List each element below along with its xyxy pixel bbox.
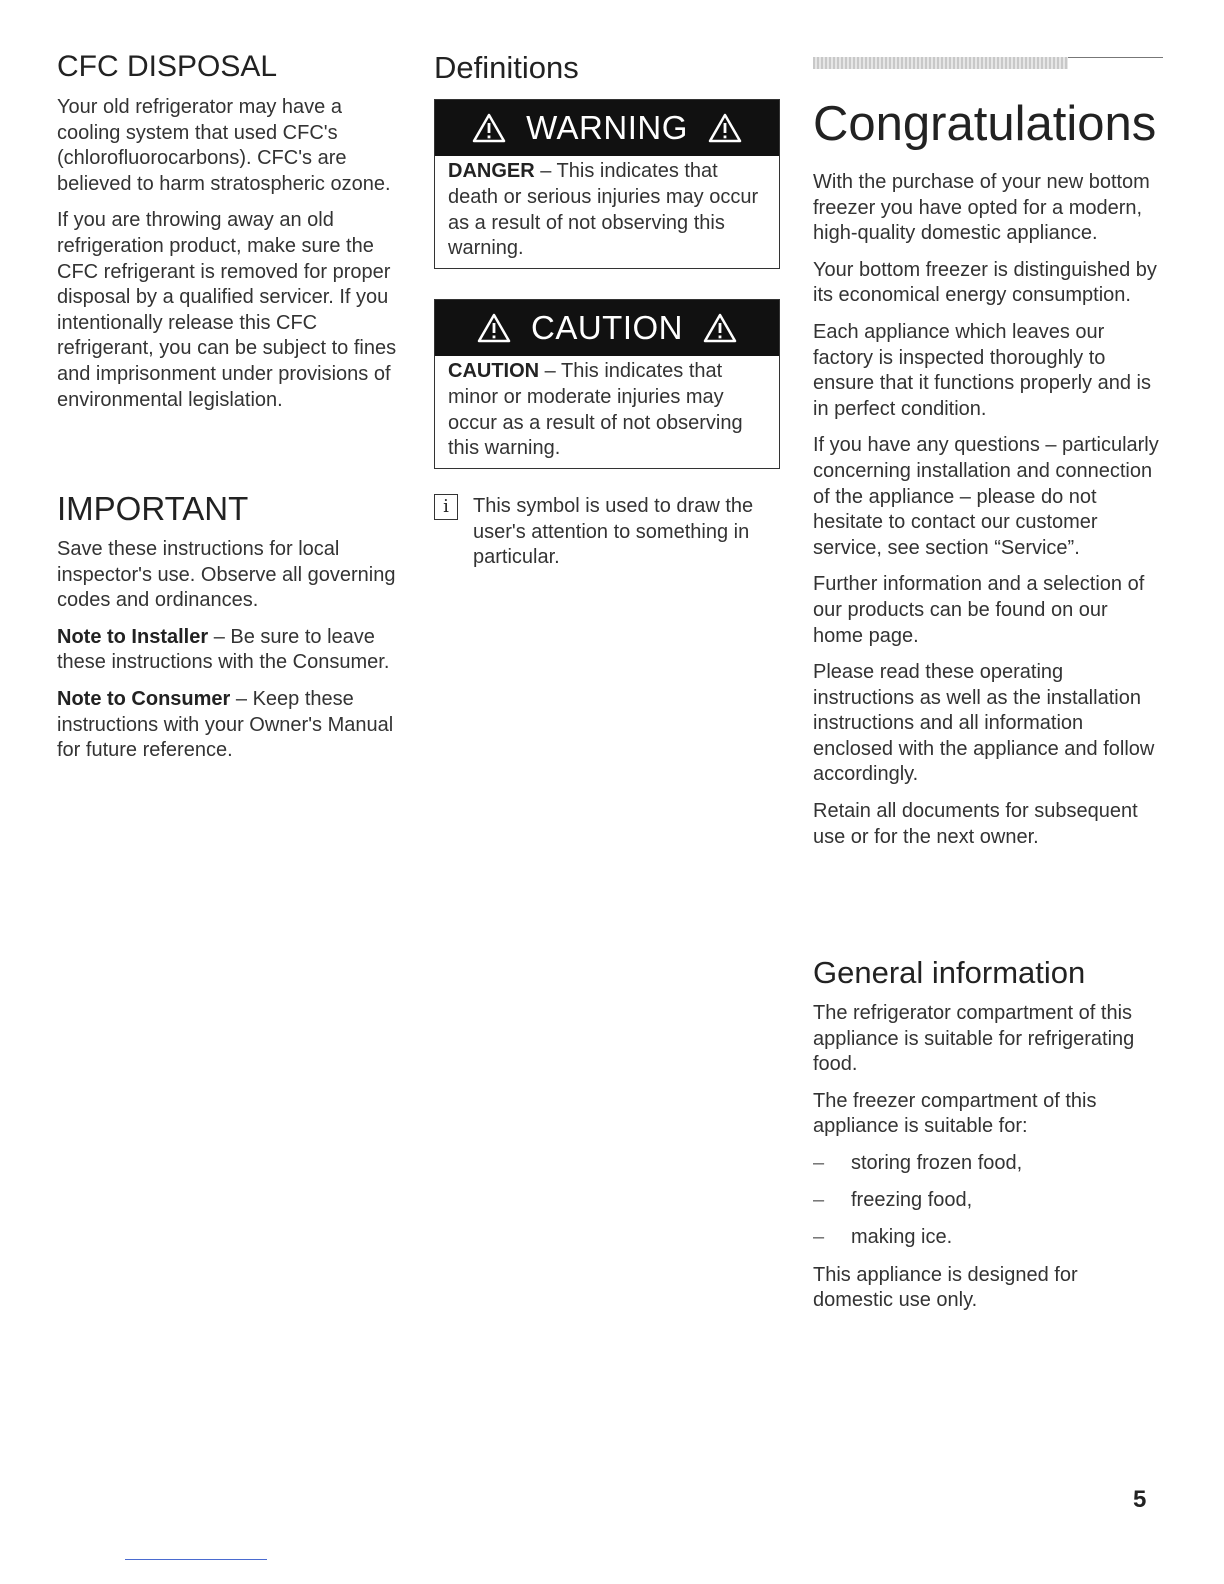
warning-triangle-icon [703, 313, 737, 343]
caution-label: CAUTION [448, 360, 540, 382]
installer-label: Note to Installer [57, 625, 209, 648]
header-band [813, 57, 1068, 69]
general-information-heading: General information [813, 955, 1086, 990]
warning-triangle-icon [708, 113, 742, 143]
warning-header-text: WARNING [526, 109, 688, 146]
congrats-paragraph: Each appliance which leaves our factory is inspected thoroughly to ensure that it functions properly and is in perfect condition. [813, 320, 1151, 420]
warning-triangle-icon [477, 313, 511, 343]
cfc-paragraph-1: Your old refrigerator may have a cooling system that used CFC's (chlorofluorocarbons). CFC's are believed to harm stratospheric ozone. [57, 96, 391, 195]
danger-label: DANGER [448, 160, 535, 182]
info-note [434, 494, 778, 571]
congrats-paragraph: Your bottom freezer is distinguished by its economical energy consumption. [813, 258, 1157, 307]
general-paragraph-3: This appliance is designed for domestic use only. [813, 1263, 1078, 1312]
cfc-disposal-body [57, 95, 402, 424]
important-heading: IMPORTANT [57, 490, 249, 527]
note-to-consumer [57, 687, 402, 764]
consumer-text: – Keep these instructions with your Owner's Manual for future reference. [57, 687, 394, 762]
cfc-paragraph-2: If you are throwing away an old refrigeration product, make sure the CFC refrigerant is removed for proper disposal by a qualified servicer. If you intentionally release this CFC refrigerant, you can be subject to fines and imprisonment under provisions of environmental legislation. [57, 209, 397, 411]
congrats-paragraph: Further information and a selection of our products can be found on our home page. [813, 573, 1145, 647]
installer-text: – Be sure to leave these instructions with the Consumer. [57, 625, 390, 674]
important-body [57, 537, 402, 775]
danger-text: – This indicates that death or serious injuries may occur as a result of not observing this warning. [448, 160, 759, 260]
general-paragraph-1: The refrigerator compartment of this appliance is suitable for refrigerating food. [813, 1002, 1135, 1076]
caution-notice [434, 299, 780, 469]
congratulations-body [813, 170, 1163, 861]
important-paragraph: Save these instructions for local inspector's use. Observe all governing codes and ordinances. [57, 538, 396, 612]
warning-notice [434, 99, 780, 269]
general-paragraph-2: The freezer compartment of this appliance is suitable for: [813, 1089, 1097, 1138]
congrats-paragraph: Retain all documents for subsequent use or for the next owner. [813, 800, 1138, 848]
footer-line [125, 1559, 267, 1560]
congrats-paragraph: If you have any questions – particularly concerning installation and connection of the appliance – please do not hesitate to contact our customer service, see section “Service”. [813, 434, 1159, 559]
caution-text: – This indicates that minor or moderate injuries may occur as a result of not observing this warning. [448, 360, 743, 460]
general-information-body [813, 1001, 1163, 1325]
note-to-installer [57, 625, 402, 676]
list-item: – freezing food, [813, 1189, 973, 1212]
caution-header-bar [435, 300, 779, 356]
consumer-label: Note to Consumer [57, 687, 231, 710]
warning-body [435, 156, 779, 268]
warning-header-bar [435, 100, 779, 156]
caution-header-text: CAUTION [531, 309, 683, 346]
list-item: – making ice. [813, 1226, 953, 1249]
list-item: – storing frozen food, [813, 1151, 1023, 1174]
congratulations-heading: Congratulations [813, 97, 1157, 151]
info-icon: i [434, 494, 458, 520]
congrats-paragraph: With the purchase of your new bottom freezer you have opted for a modern, high-quality domestic appliance. [813, 171, 1150, 245]
page-number: 5 [1133, 1486, 1147, 1513]
warning-triangle-icon [472, 113, 506, 143]
info-note-text: This symbol is used to draw the user's attention to something in particular. [473, 495, 754, 569]
definitions-heading: Definitions [434, 50, 579, 85]
suitable-for-list [813, 1151, 1163, 1251]
caution-body [435, 356, 779, 468]
cfc-disposal-heading: CFC DISPOSAL [57, 50, 278, 83]
congrats-paragraph: Please read these operating instructions as well as the installation instructions and all information enclosed with the appliance and follow accordingly. [813, 661, 1155, 786]
